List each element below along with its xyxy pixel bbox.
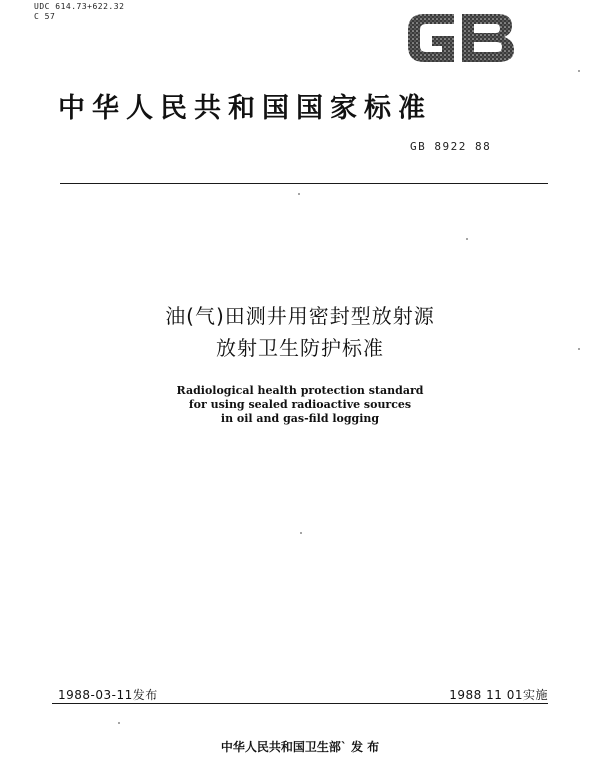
document-title-en-line3: in oil and gas-fild logging (220, 412, 380, 425)
document-title-en-line2: for using sealed radioactive sources (188, 398, 412, 411)
publisher: 中华人民共和国卫生部` 发 布 (220, 740, 380, 754)
national-standard-title: 中华人民共和国国家标准 (58, 93, 432, 124)
footer-divider (52, 703, 548, 704)
scan-speck (118, 722, 120, 724)
document-title-cn (100, 300, 500, 364)
document-title-cn-line2: 放射卫生防护标准 (216, 336, 384, 360)
standard-number: GB 8922 88 (410, 140, 492, 153)
document-title-en (150, 384, 450, 426)
implementation-date: 1988 11 01实施 (449, 688, 548, 702)
scan-speck (466, 238, 468, 240)
document-title-en-line1: Radiological health protection standard (176, 384, 424, 397)
scan-speck (300, 532, 302, 534)
header-divider (60, 183, 548, 184)
scan-speck (578, 348, 580, 350)
class-code: C 57 (34, 12, 56, 21)
issue-date: 1988-03-11发布 (58, 688, 158, 702)
udc-code: UDC 614.73+622.32 (34, 2, 125, 11)
scan-speck (298, 193, 300, 195)
classification-codes (34, 2, 124, 22)
gb-logo-icon (404, 10, 516, 66)
scan-speck (578, 70, 580, 72)
document-title-cn-line1: 油(气)田测井用密封型放射源 (165, 304, 435, 328)
